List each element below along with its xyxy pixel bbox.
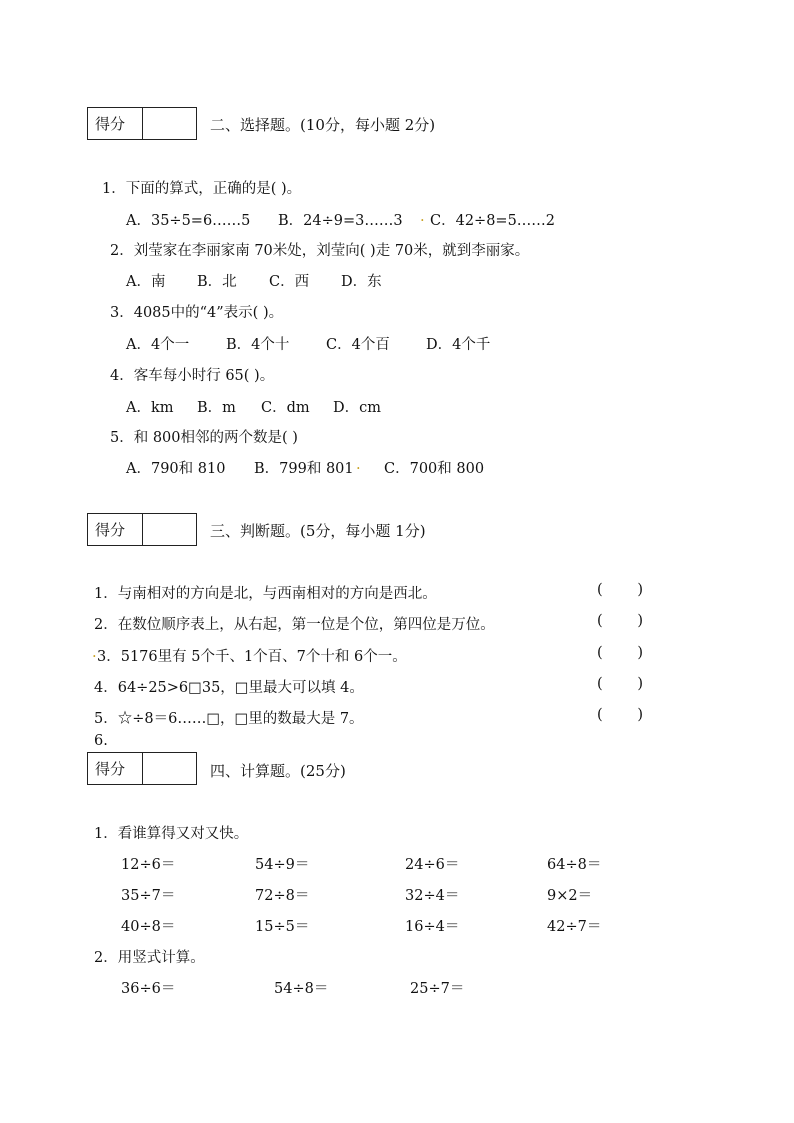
q2-option-c: C．西 bbox=[269, 274, 310, 290]
q3-stem: 3．4085中的“4”表示( )。 bbox=[110, 305, 284, 321]
q5-option-a: A．790和 810 bbox=[126, 461, 226, 477]
section4-title: 四、计算题。(25分) bbox=[210, 762, 346, 780]
calc-item: 32÷4＝ bbox=[405, 888, 460, 904]
score-value-cell[interactable] bbox=[143, 108, 196, 139]
q1-option-b: B．24÷9=3……3 bbox=[278, 213, 403, 229]
calc-item: 64÷8＝ bbox=[547, 857, 602, 873]
calc-item: 42÷7＝ bbox=[547, 919, 602, 935]
q4-option-a: A．km bbox=[126, 400, 174, 416]
score-box bbox=[87, 513, 197, 546]
calc-item: 9×2＝ bbox=[547, 888, 593, 904]
score-value-cell[interactable] bbox=[143, 514, 196, 545]
calc-subsection-2: 2．用竖式计算。 bbox=[94, 950, 205, 966]
q5-mark: . bbox=[356, 457, 361, 473]
calc-item: 24÷6＝ bbox=[405, 857, 460, 873]
judge-item-5: 5．☆÷8＝6……□，□里的数最大是 7。 bbox=[94, 711, 364, 727]
answer-paren[interactable]: ( ) bbox=[597, 707, 643, 723]
q2-option-b: B．北 bbox=[197, 274, 237, 290]
vertical-calc-item: 36÷6＝ bbox=[121, 981, 176, 997]
vertical-calc-item: 54÷8＝ bbox=[274, 981, 329, 997]
q2-option-a: A．南 bbox=[126, 274, 166, 290]
q5-option-b: B．799和 801 bbox=[254, 461, 354, 477]
vertical-calc-item: 25÷7＝ bbox=[410, 981, 465, 997]
calc-item: 35÷7＝ bbox=[121, 888, 176, 904]
calc-item: 72÷8＝ bbox=[255, 888, 310, 904]
judge-item-3-mark: . bbox=[92, 645, 97, 661]
judge-item-2: 2．在数位顺序表上，从右起，第一位是个位，第四位是万位。 bbox=[94, 617, 495, 633]
q3-option-d: D．4个千 bbox=[426, 337, 491, 353]
judge-item-1: 1．与南相对的方向是北，与西南相对的方向是西北。 bbox=[94, 586, 437, 602]
q3-option-a: A．4个一 bbox=[126, 337, 190, 353]
answer-paren[interactable]: ( ) bbox=[597, 613, 643, 629]
q1-option-c-mark: . bbox=[420, 209, 425, 225]
score-label: 得分 bbox=[88, 108, 143, 139]
q2-option-d: D．东 bbox=[341, 274, 382, 290]
score-label: 得分 bbox=[88, 514, 143, 545]
q1-option-a: A．35÷5=6……5 bbox=[126, 213, 251, 229]
judge-item-4: 4．64÷25>6□35，□里最大可以填 4。 bbox=[94, 680, 364, 696]
q3-option-b: B．4个十 bbox=[226, 337, 290, 353]
q2-stem: 2．刘莹家在李丽家南 70米处，刘莹向( )走 70米，就到李丽家。 bbox=[110, 243, 530, 259]
q1-option-c: C．42÷8=5……2 bbox=[430, 213, 556, 229]
q3-option-c: C．4个百 bbox=[326, 337, 390, 353]
answer-paren[interactable]: ( ) bbox=[597, 676, 643, 692]
judge-item-3: 3．5176里有 5个千、1个百、7个十和 6个一。 bbox=[97, 649, 407, 665]
answer-paren[interactable]: ( ) bbox=[597, 582, 643, 598]
q5-stem: 5．和 800相邻的两个数是( ) bbox=[110, 430, 298, 446]
q1-stem: 1．下面的算式，正确的是( )。 bbox=[102, 181, 302, 197]
score-label: 得分 bbox=[88, 753, 143, 784]
q4-option-d: D．cm bbox=[333, 400, 381, 416]
calc-item: 40÷8＝ bbox=[121, 919, 176, 935]
judge-item-6-stray: 6. bbox=[94, 733, 108, 749]
section2-title: 二、选择题。(10分，每小题 2分) bbox=[210, 116, 436, 134]
calc-item: 15÷5＝ bbox=[255, 919, 310, 935]
score-box bbox=[87, 107, 197, 140]
calc-subsection-1: 1．看谁算得又对又快。 bbox=[94, 826, 249, 842]
q4-stem: 4．客车每小时行 65( )。 bbox=[110, 368, 275, 384]
q4-option-b: B．m bbox=[197, 400, 236, 416]
q5-option-c: C．700和 800 bbox=[384, 461, 485, 477]
calc-item: 12÷6＝ bbox=[121, 857, 176, 873]
score-box bbox=[87, 752, 197, 785]
answer-paren[interactable]: ( ) bbox=[597, 645, 643, 661]
section3-title: 三、判断题。(5分，每小题 1分) bbox=[210, 522, 426, 540]
calc-item: 54÷9＝ bbox=[255, 857, 310, 873]
q4-option-c: C．dm bbox=[261, 400, 310, 416]
score-value-cell[interactable] bbox=[143, 753, 196, 784]
calc-item: 16÷4＝ bbox=[405, 919, 460, 935]
